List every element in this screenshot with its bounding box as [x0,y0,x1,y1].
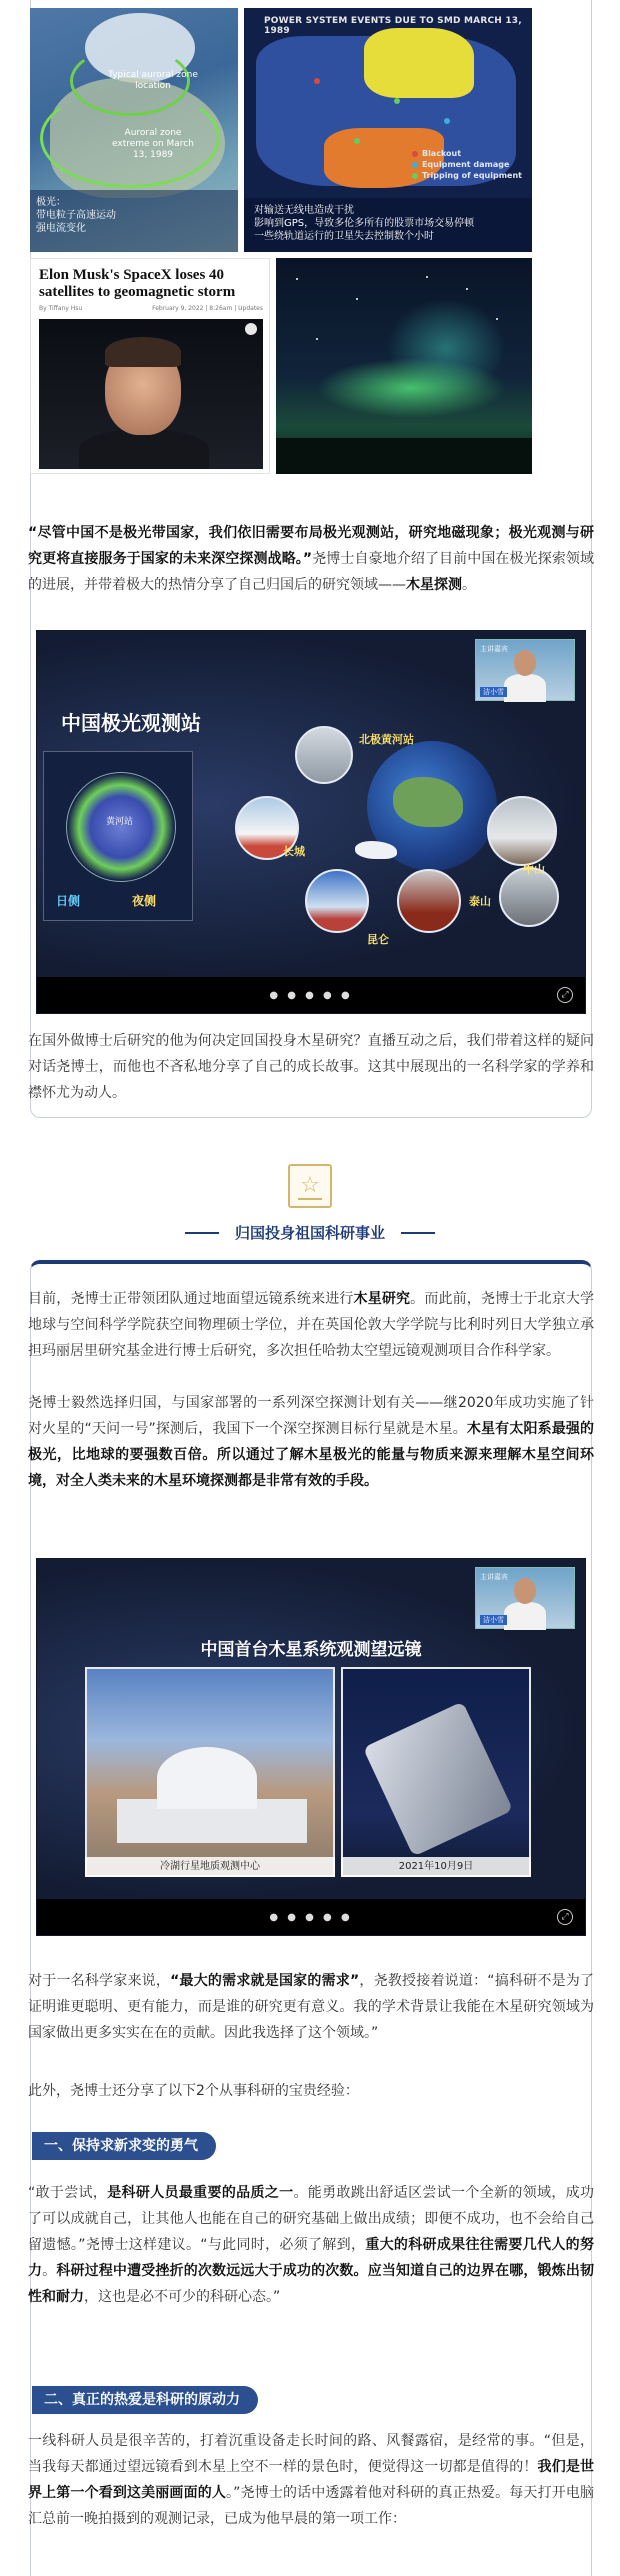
text-run: 。 [42,2263,57,2279]
station-photo [487,796,557,866]
station-label: 中山 [523,863,545,876]
polar-aurora-panel [43,751,193,921]
text-run: 目前，尧博士正带领团队通过地面望远镜系统来进行 [28,1291,354,1307]
tip-badge-1: 一、保持求新求变的勇气 [32,2132,216,2160]
text-highlight: 重大的科研成果往往需要几代人的努力 [28,2237,594,2279]
observatory-photo [85,1667,335,1877]
video-jupiter-telescope[interactable] [36,1558,586,1936]
tip-badge-2: 二、真正的热爱是科研的原动力 [32,2386,258,2414]
pip-label: 主讲嘉宾 [480,1573,508,1581]
slide-title: 中国首台木星系统观测望远镜 [200,1640,422,1660]
news-clipping [30,258,270,474]
damage-dot [444,118,450,124]
aurora-caption [30,190,238,252]
research-paragraph [28,1286,594,1364]
byline-date: February 9, 2022 | 8:26am | Updates [152,305,263,312]
caption-line: 对输送无线电造成干扰 [254,205,354,216]
blackout-dot [314,78,320,84]
legend-damage: Equipment damage [421,160,510,169]
text-run: 对于一名科学家来说， [28,1973,171,1989]
intro-highlight: 木星探测 [406,577,462,593]
caption-line: 极光： [36,197,66,208]
polar-center-label: 黄河站 [106,817,134,827]
section-title: 归国投身祖国科研事业 [234,1224,385,1242]
slide-title: 中国极光观测站 [61,711,201,735]
antarctica-shape [355,841,397,859]
dayside-label: 日侧 [56,894,81,908]
intro-quote: “尽管中国不是极光带国家，我们依旧需要布局极光观测站，研究地磁现象；极光观测与研究更将直接服务于国家的未来深空探测战略。” [28,525,594,567]
caption-line: 带电粒子高速运动 [36,210,116,221]
return-paragraph [28,1390,594,1494]
slide-pager-dots[interactable]: ● ● ● ● ● [269,990,353,1001]
intro-paragraph [28,520,594,598]
aurora-collage [30,8,532,474]
fullscreen-icon[interactable]: ⤢ [557,987,573,1003]
text-run: 一线科研人员是很辛苦的，打着沉重设备走长时间的路、风餐露宿，是经常的事。“但是，当我每天都通过望远镜看到木星上空不一样的景色时，便觉得这一切都是值得的！ [28,2433,594,2475]
news-byline [39,305,263,312]
pip-name: 洁小雪 [480,687,507,697]
legend-tripping: Tripping of equipment [421,171,522,180]
auroral-zone-map [30,8,238,252]
aurora-night-photo [276,258,532,474]
caption-line: 强电流变化 [36,223,86,234]
section-header [185,1222,435,1244]
speaker-pip [475,1567,575,1629]
caption-line: 影响到GPS，导致多伦多所有的股票市场交易停顿 [254,218,475,229]
polar-globe [66,772,176,882]
text-highlight: 是科研人员最重要的品质之一 [107,2185,294,2201]
slide-stage [37,1559,585,1901]
station-photo [295,726,353,784]
text-highlight: 木星研究 [353,1291,411,1307]
video-aurora-stations[interactable] [36,630,586,1014]
text-highlight: 科研过程中遭受挫折的次数远远大于成功的次数。应当知道自己的边界在哪，锻炼出韧性和耐力 [28,2263,595,2305]
portrait-photo [39,319,263,469]
experience-intro: 此外，尧博士还分享了以下2个从事科研的宝贵经验： [28,2083,359,2099]
intro-text: 尧博士自豪地介绍了目前中国在极光探索领域的进展，并带着极大的热情分享了自己归国后的研究领域—— [28,551,595,593]
intro-end: 。 [462,577,476,593]
observatory-caption: 冷湖行星地质观测中心 [85,1857,335,1877]
slide-pager-dots[interactable]: ● ● ● ● ● [269,1912,353,1923]
text-run: 。能勇敢跳出舒适区尝试一个全新的领域，成功了可以成就自己，让其他人也能在自己的研究基础上做出成绩；即便不成功，也不会给自己留遗憾。”尧博士这样建议。“与此同时，必须了解到， [28,2185,594,2253]
text-highlight: “最大的需求就是国家的需求” [170,1973,360,1989]
caption-line: 一些绕轨道运行的卫星失去控制数个小时 [254,231,434,242]
tripping-dot [354,138,360,144]
close-icon [245,323,257,335]
typical-zone-label: Typical auroral zone location [108,70,198,91]
station-label: 昆仑 [367,933,389,946]
speaker-pip [475,639,575,701]
quebec-region [364,28,474,98]
power-map-title: POWER SYSTEM EVENTS DUE TO SMD MARCH 13, 1989 [264,16,522,36]
slide-stage [37,631,585,979]
news-headline: Elon Musk's SpaceX loses 40 satellites to geomagnetic storm [39,267,236,300]
extreme-zone-label: Auroral zone extreme on March 13, 1989 [112,128,194,160]
station-label: 北极黄河站 [359,733,414,746]
text-highlight: 我们是世界上第一个看到这美丽画面的人 [28,2459,595,2501]
fullscreen-icon[interactable]: ⤢ [557,1909,573,1925]
tip-paragraph-2 [28,2428,594,2532]
text-run: 尧博士毅然选择归国，与国家部署的一系列深空探测计划有关——继2020年成功实施了针对火星的“天问一号”探测后，我国下一个深空探测目标行星就是木星。 [28,1395,594,1437]
station-photo [397,869,461,933]
text-run: ，这也是必不可少的科研心态。” [84,2289,281,2305]
pip-label: 主讲嘉宾 [480,645,508,653]
tripping-dot [394,98,400,104]
followup-paragraph: 在国外做博士后研究的他为何决定回国投身木星研究？直播互动之后，我们带着这样的疑问对话尧博士，而他也不吝私地分享了自己的成长故事。这其中展现出的一名科学家的学养和襟怀尤为动人。 [28,1033,594,1101]
power-events-map [244,8,532,252]
power-map-legend [412,148,522,181]
telescope-caption: 2021年10月9日 [341,1857,531,1877]
station-label: 长城 [283,845,305,858]
star-badge-icon: ☆ [288,1164,332,1208]
power-caption [244,198,532,252]
text-run: “敢于尝试， [28,2185,108,2201]
station-label: 泰山 [469,895,491,908]
nightside-label: 夜侧 [132,894,157,908]
byline-author: By Tiffany Hsu [39,305,83,312]
text-run: 。而此前，尧博士于北京大学地球与空间科学学院获空间物理硕士学位，并在英国伦敦大学学院与比利时列日大学独立承担玛丽居里研究基金进行博士后研究，多次担任哈勃太空望远镜观测项目合作科学家。 [28,1291,595,1359]
tip-paragraph-1 [28,2180,594,2310]
station-photo [305,869,369,933]
telescope-photo [341,1667,531,1877]
national-need-paragraph [28,1968,594,2046]
text-highlight: 木星有太阳系最强的极光，比地球的要强数百倍。所以通过了解木星极光的能量与物质来源来理解木星空间环境，对全人类未来的木星环境探测都是非常有效的手段。 [28,1421,595,1489]
text-run: 。”尧博士的话中透露着他对科研的真正热爱。每天打开电脑汇总前一晚拍摄到的观测记录，已成为他早晨的第一项工作： [28,2485,594,2527]
legend-blackout: Blackout [421,149,462,158]
text-run: ，尧教授接着说道：“搞科研不是为了证明谁更聪明、更有能力，而是谁的研究更有意义。我的学术背景让我能在木星研究领域为国家做出更多实实在在的贡献。因此我选择了这个领域。” [28,1973,594,2041]
pip-name: 洁小雪 [480,1615,507,1625]
